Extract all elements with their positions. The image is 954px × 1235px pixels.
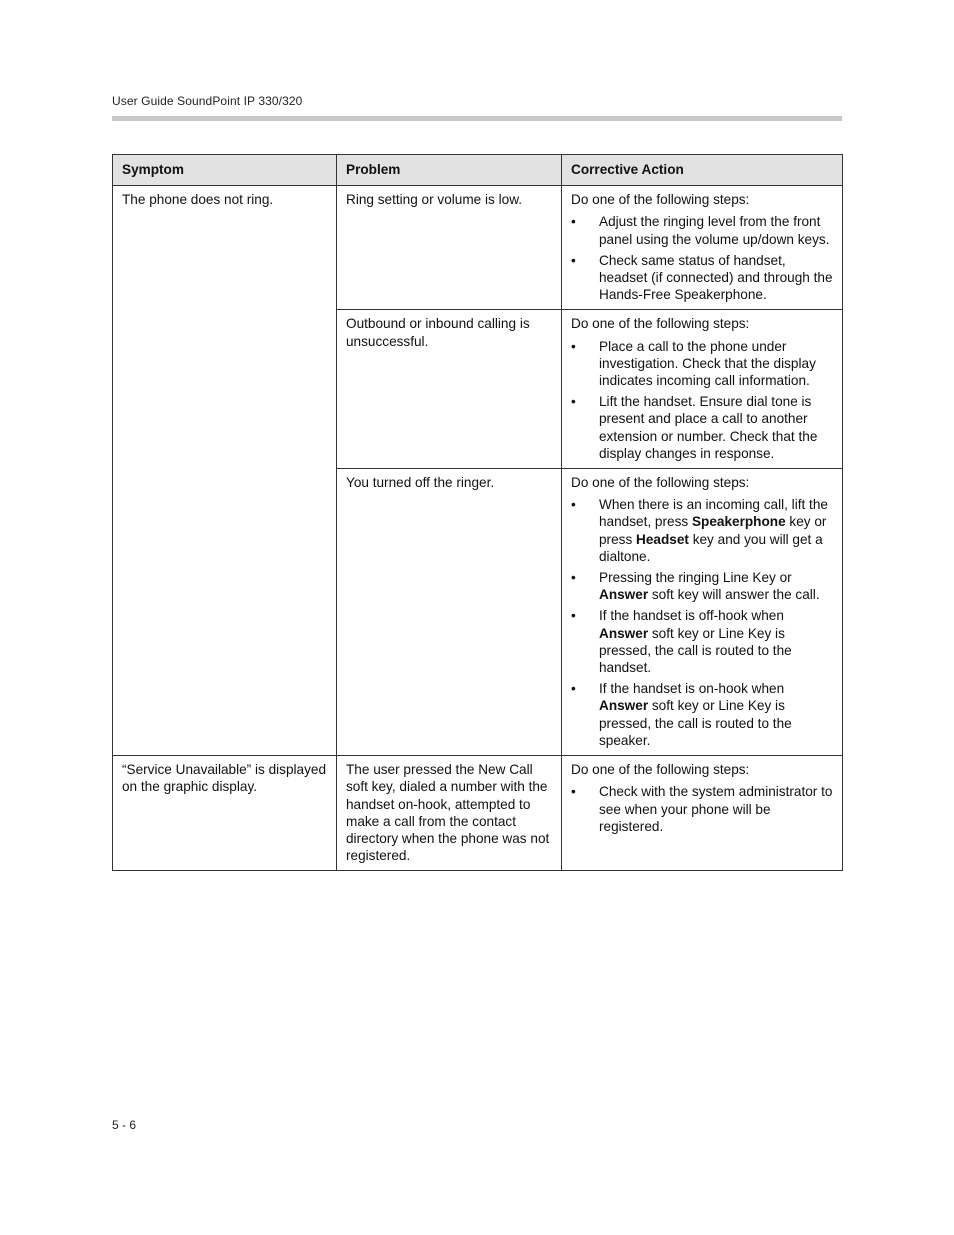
action-intro: Do one of the following steps:: [571, 316, 750, 332]
symptom-cell: “Service Unavailable” is displayed on the graphic display.: [113, 756, 337, 871]
bullet-icon: •: [571, 394, 576, 410]
action-intro: Do one of the following steps:: [571, 192, 750, 208]
list-item: • Lift the handset. Ensure dial tone is present and place a call to another extension or number. Check that the display changes in response.: [571, 394, 818, 461]
list-item: • Place a call to the phone under investigation. Check that the display indicates incoming call information.: [571, 338, 816, 389]
bullet-icon: •: [571, 214, 576, 230]
table-row: [113, 756, 843, 871]
corrective-action-cell: [562, 756, 843, 871]
action-steps-list: [571, 783, 833, 835]
key-name: Speakerphone: [691, 514, 786, 530]
problem-cell: You turned off the ringer.: [337, 469, 562, 756]
problem-cell: Ring setting or volume is low.: [337, 186, 562, 310]
key-name: Answer: [599, 698, 649, 714]
running-header: User Guide SoundPoint IP 330/320: [112, 94, 303, 108]
action-steps-list: [571, 213, 833, 303]
table-header-row: [113, 155, 843, 186]
column-header-problem: Problem: [337, 155, 562, 186]
bullet-icon: •: [571, 338, 576, 354]
key-name: Headset: [636, 531, 689, 547]
list-item: • If the handset is on-hook when Answer soft key or Line Key is pressed, the call is routed to the speaker.: [571, 681, 792, 748]
corrective-action-cell: [562, 469, 843, 756]
header-rule: [112, 116, 842, 121]
action-intro: Do one of the following steps:: [571, 475, 750, 491]
list-item: • Check with the system administrator to see when your phone will be registered.: [571, 784, 833, 834]
table-row: [113, 186, 843, 310]
list-item: • Adjust the ringing level from the front panel using the volume up/down keys.: [571, 214, 830, 247]
key-name: Answer: [599, 587, 649, 603]
problem-cell: The user pressed the New Call soft key, dialed a number with the handset on-hook, attempted to make a call from the contact directory when the phone was not registered.: [337, 756, 562, 871]
list-item: • Check same status of handset, headset (if connected) and through the Hands-Free Speakerphone.: [571, 252, 833, 303]
page-number: 5 - 6: [112, 1118, 137, 1132]
bullet-icon: •: [571, 608, 576, 624]
bullet-icon: •: [571, 252, 576, 268]
action-intro: Do one of the following steps:: [571, 762, 750, 778]
corrective-action-cell: [562, 310, 843, 469]
bullet-icon: •: [571, 681, 576, 697]
symptom-cell: The phone does not ring.: [113, 186, 337, 756]
bullet-icon: •: [571, 497, 576, 513]
action-steps-list: [571, 338, 833, 462]
list-item: • When there is an incoming call, lift the handset, press Speakerphone key or press Headset key and you will get a dialtone.: [571, 497, 828, 564]
corrective-action-cell: [562, 186, 843, 310]
key-name: Answer: [599, 625, 649, 641]
troubleshooting-table: [112, 154, 843, 871]
problem-cell: Outbound or inbound calling is unsuccessful.: [337, 310, 562, 469]
column-header-corrective-action: Corrective Action: [562, 155, 843, 186]
bullet-icon: •: [571, 570, 576, 586]
list-item: • Pressing the ringing Line Key or Answer soft key will answer the call.: [571, 570, 820, 603]
column-header-symptom: Symptom: [113, 155, 337, 186]
action-steps-list: [571, 496, 833, 749]
bullet-icon: •: [571, 784, 576, 800]
list-item: • If the handset is off-hook when Answer soft key or Line Key is pressed, the call is routed to the handset.: [571, 608, 792, 676]
